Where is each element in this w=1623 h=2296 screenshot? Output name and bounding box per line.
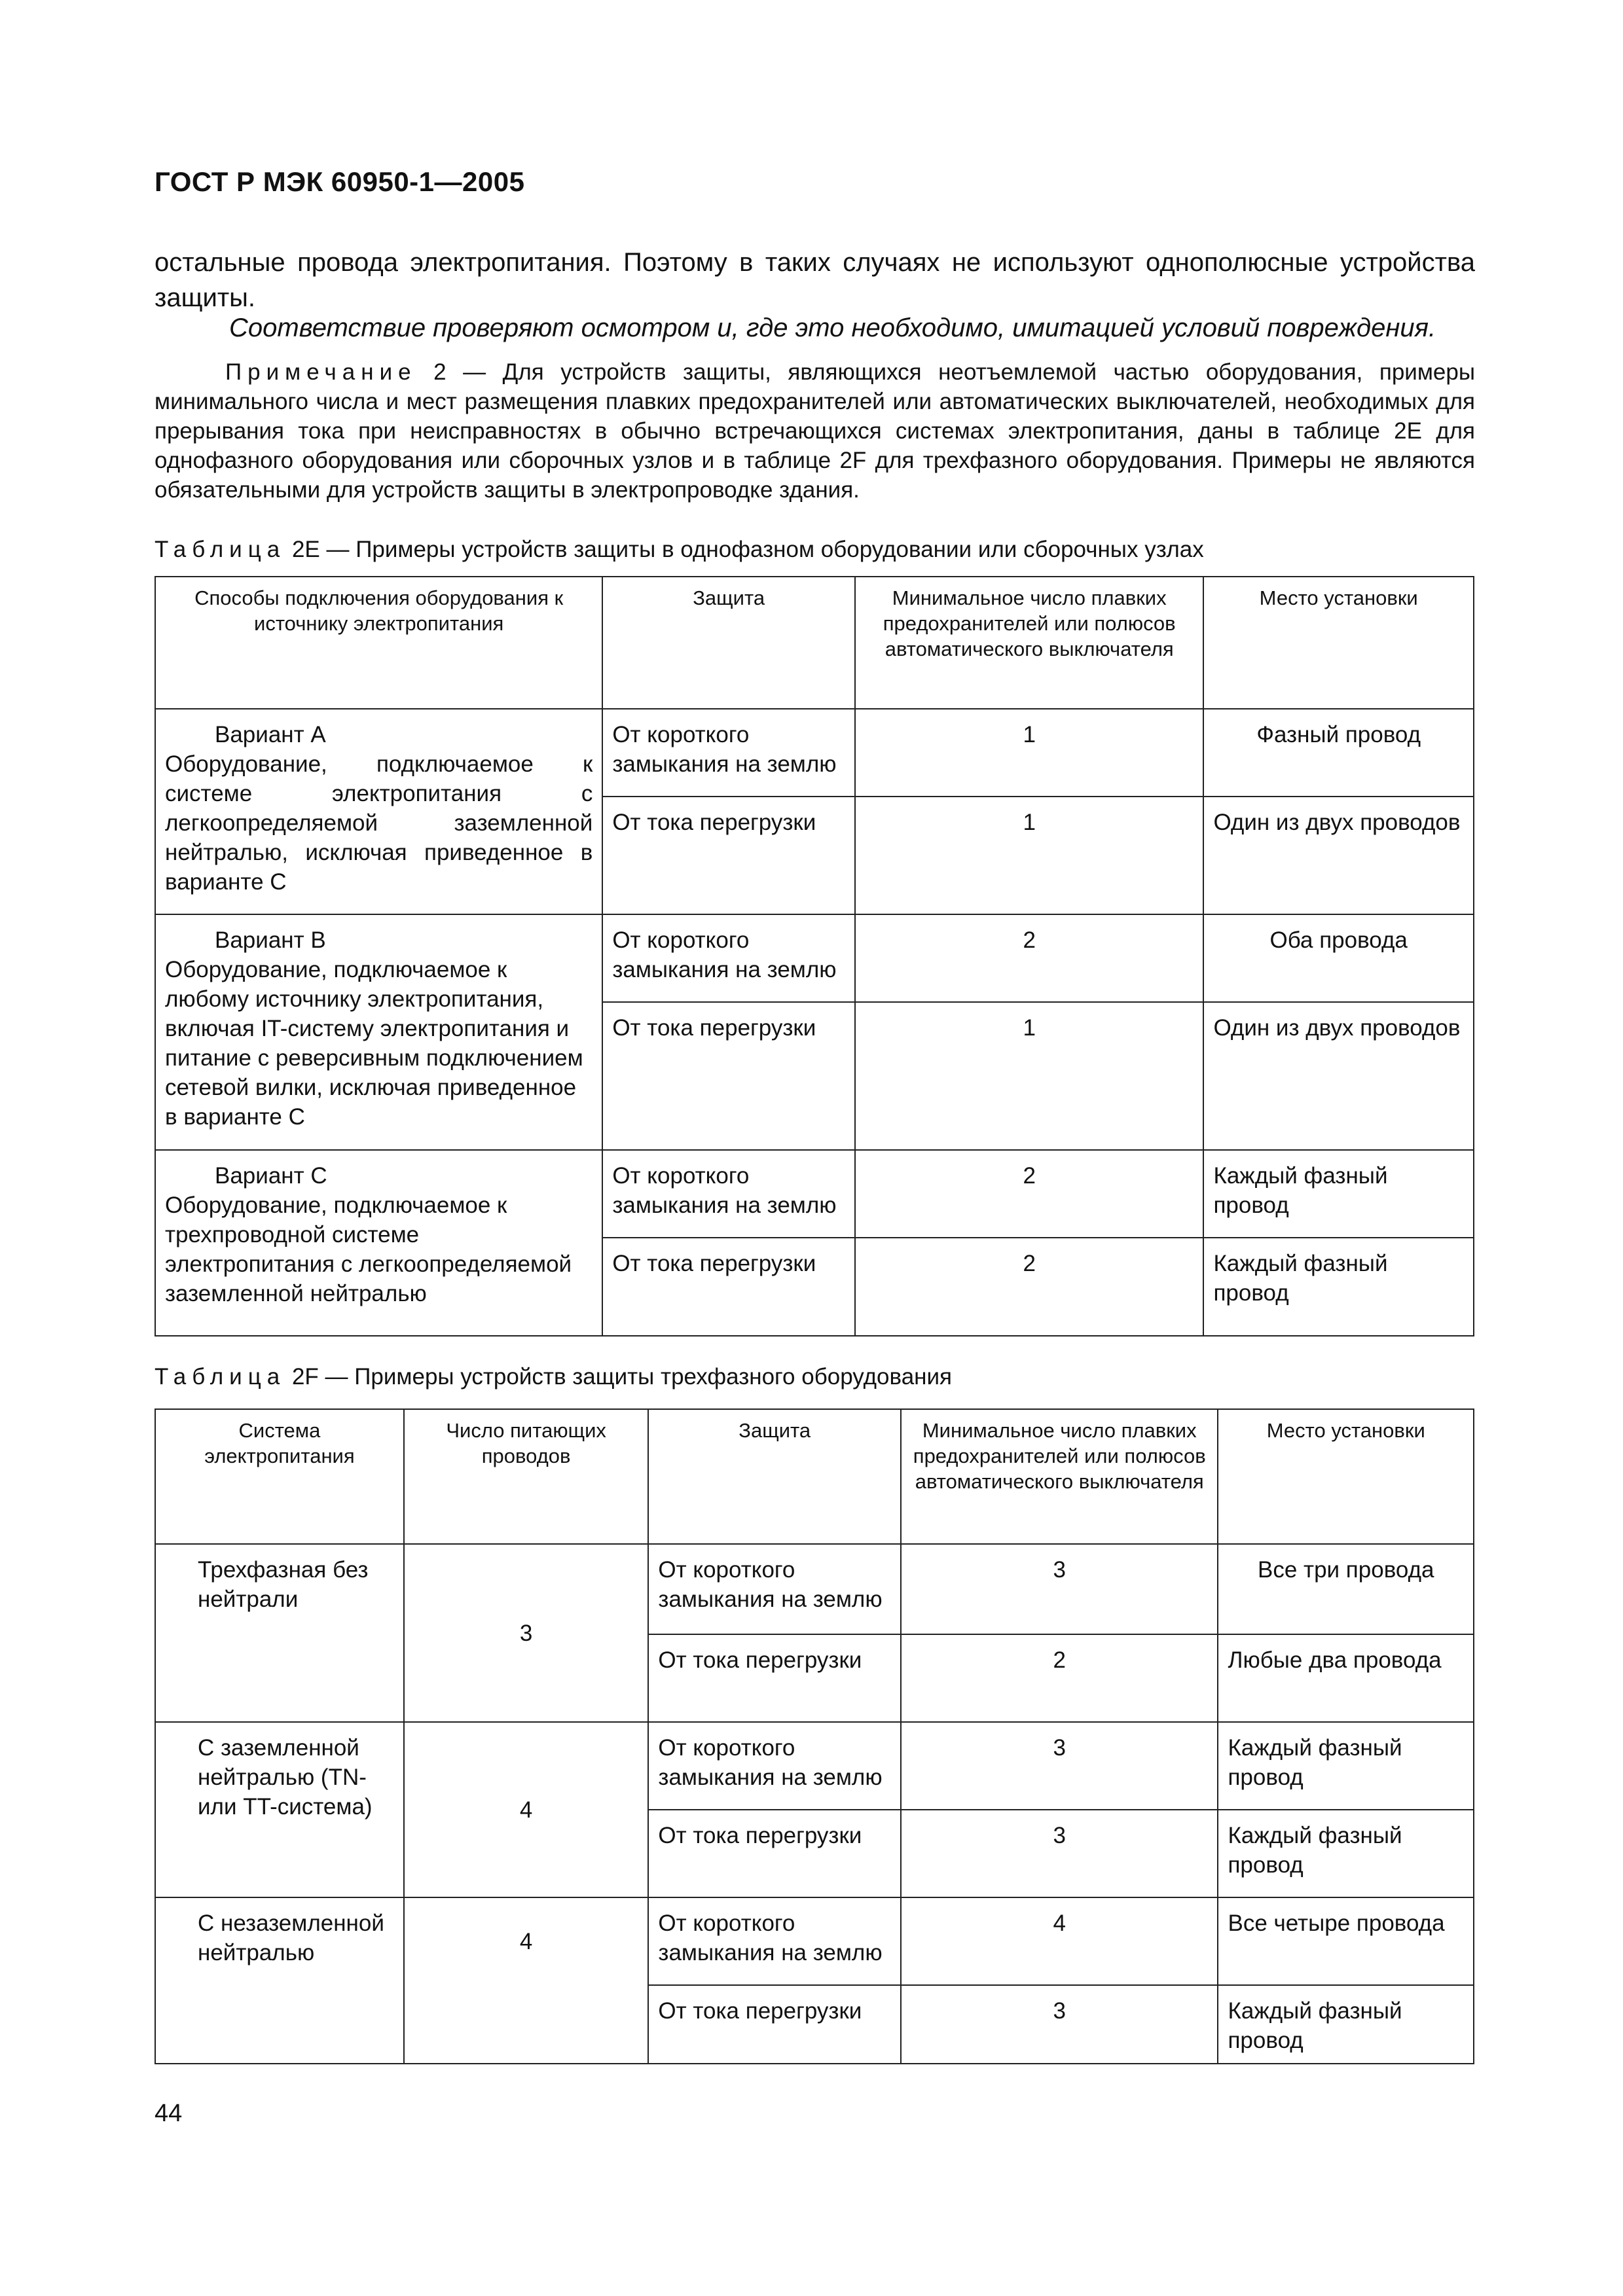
column-header: Способы подключения оборудования к источнику электропитания bbox=[155, 577, 602, 709]
location-cell: Один из двух проводов bbox=[1203, 797, 1474, 914]
count-cell: 2 bbox=[855, 914, 1203, 1002]
count-cell: 3 bbox=[901, 1810, 1218, 1897]
table-row bbox=[155, 1150, 1474, 1238]
table-row bbox=[155, 1722, 1474, 1810]
table-2f-caption bbox=[155, 1363, 952, 1391]
variant-a-cell bbox=[155, 709, 602, 914]
column-header: Минимальное число плавких предохранителей или полюсов автоматического выключателя bbox=[855, 577, 1203, 709]
paragraph-compliance: Соответствие проверяют осмотром и, где это необходимо, имитацией условий повреждения. bbox=[229, 314, 1436, 342]
column-header: Число питающих проводов bbox=[404, 1409, 649, 1544]
count-cell: 2 bbox=[901, 1634, 1218, 1722]
protection-cell: От тока перегрузки bbox=[602, 797, 855, 914]
count-cell: 4 bbox=[901, 1897, 1218, 1985]
table-2f-caption-text: 2F — Примеры устройств защиты трехфазного оборудования bbox=[285, 1364, 953, 1390]
column-header: Система электропитания bbox=[155, 1409, 404, 1544]
location-cell: Каждый фазный провод bbox=[1218, 1985, 1474, 2064]
variant-title: Вариант C bbox=[215, 1163, 327, 1189]
protection-cell: От тока перегрузки bbox=[648, 1810, 901, 1897]
protection-cell: От короткого замыкания на землю bbox=[648, 1722, 901, 1810]
location-cell: Каждый фазный провод bbox=[1218, 1810, 1474, 1897]
location-cell: Каждый фазный провод bbox=[1218, 1722, 1474, 1810]
count-cell: 1 bbox=[855, 709, 1203, 797]
count-cell: 2 bbox=[855, 1150, 1203, 1238]
count-cell: 1 bbox=[855, 797, 1203, 914]
table-header-row bbox=[155, 1409, 1474, 1544]
variant-description: Оборудование, подключаемое к любому источнику электропитания, включая IT-систему электропитания и питание с реверсивным подключением сетевой вилки, исключая приведенное в варианте C bbox=[165, 957, 583, 1130]
document-header: ГОСТ Р МЭК 60950-1—2005 bbox=[155, 166, 525, 197]
column-header: Место установки bbox=[1218, 1409, 1474, 1544]
note-text: 2 — Для устройств защиты, являющихся неотъемлемой частью оборудования, примеры минимального числа и мест размещения плавких предохранителей или автоматических выключателей, необходимых для прерывания тока при неисправностях в обычно встречающихся системах электропитания, даны в таблице 2E для однофазного оборудования или сборочных узлов и в таблице 2F для трехфазного оборудования. Примеры не являются обязательными для устройств защиты в электропроводке здания. bbox=[155, 359, 1475, 503]
system-cell: С заземленной нейтралью (TN- или TT-система) bbox=[155, 1722, 404, 1897]
count-cell: 1 bbox=[855, 1002, 1203, 1150]
location-cell: Фазный провод bbox=[1203, 709, 1474, 797]
wires-cell: 4 bbox=[404, 1897, 649, 2064]
count-cell: 3 bbox=[901, 1985, 1218, 2064]
variant-description: Оборудование, подключаемое к трехпроводной системе электропитания с легкоопределяемой заземленной нейтралью bbox=[165, 1193, 572, 1306]
location-cell: Все четыре провода bbox=[1218, 1897, 1474, 1985]
protection-cell: От короткого замыкания на землю bbox=[602, 914, 855, 1002]
column-header: Место установки bbox=[1203, 577, 1474, 709]
table-header-row bbox=[155, 577, 1474, 709]
column-header: Минимальное число плавких предохранителей или полюсов автоматического выключателя bbox=[901, 1409, 1218, 1544]
table-2e-caption-text: 2E — Примеры устройств защиты в однофазном оборудовании или сборочных узлах bbox=[285, 537, 1204, 562]
wires-cell: 3 bbox=[404, 1544, 649, 1722]
variant-description: Оборудование, подключаемое к системе электропитания с легкоопределяемой заземленной нейтралью, исключая приведенное в варианте C bbox=[165, 751, 593, 895]
protection-cell: От короткого замыкания на землю bbox=[602, 709, 855, 797]
location-cell: Один из двух проводов bbox=[1203, 1002, 1474, 1150]
variant-title: Вариант B bbox=[215, 927, 326, 953]
count-cell: 2 bbox=[855, 1238, 1203, 1336]
count-cell: 3 bbox=[901, 1544, 1218, 1634]
table-row bbox=[155, 1544, 1474, 1634]
table-2e bbox=[155, 576, 1474, 1336]
note-2 bbox=[155, 357, 1475, 505]
column-header: Защита bbox=[648, 1409, 901, 1544]
table-row bbox=[155, 914, 1474, 1002]
location-cell: Каждый фазный провод bbox=[1203, 1150, 1474, 1238]
table-2e-caption-word: Таблица bbox=[155, 537, 286, 562]
protection-cell: От тока перегрузки bbox=[602, 1238, 855, 1336]
variant-title: Вариант A bbox=[215, 722, 326, 747]
column-header: Защита bbox=[602, 577, 855, 709]
table-2e-caption bbox=[155, 535, 1204, 564]
protection-cell: От короткого замыкания на землю bbox=[602, 1150, 855, 1238]
variant-b-cell bbox=[155, 914, 602, 1150]
table-row bbox=[155, 709, 1474, 797]
system-cell: С незаземленной нейтралью bbox=[155, 1897, 404, 2064]
location-cell: Каждый фазный провод bbox=[1203, 1238, 1474, 1336]
location-cell: Все три провода bbox=[1218, 1544, 1474, 1634]
protection-cell: От короткого замыкания на землю bbox=[648, 1544, 901, 1634]
variant-c-cell bbox=[155, 1150, 602, 1336]
protection-cell: От тока перегрузки bbox=[648, 1985, 901, 2064]
location-cell: Любые два провода bbox=[1218, 1634, 1474, 1722]
location-cell: Оба провода bbox=[1203, 914, 1474, 1002]
table-row bbox=[155, 1897, 1474, 1985]
wires-cell: 4 bbox=[404, 1722, 649, 1897]
page-number: 44 bbox=[155, 2100, 183, 2127]
note-label: Примечание bbox=[225, 359, 417, 385]
table-2f bbox=[155, 1408, 1474, 2064]
protection-cell: От тока перегрузки bbox=[602, 1002, 855, 1150]
paragraph-continuation: остальные провода электропитания. Поэтому в таких случаях не используют однополюсные устройства защиты. bbox=[155, 248, 1475, 312]
table-2f-caption-word: Таблица bbox=[155, 1364, 286, 1390]
protection-cell: От тока перегрузки bbox=[648, 1634, 901, 1722]
system-cell: Трехфазная без нейтрали bbox=[155, 1544, 404, 1722]
count-cell: 3 bbox=[901, 1722, 1218, 1810]
protection-cell: От короткого замыкания на землю bbox=[648, 1897, 901, 1985]
